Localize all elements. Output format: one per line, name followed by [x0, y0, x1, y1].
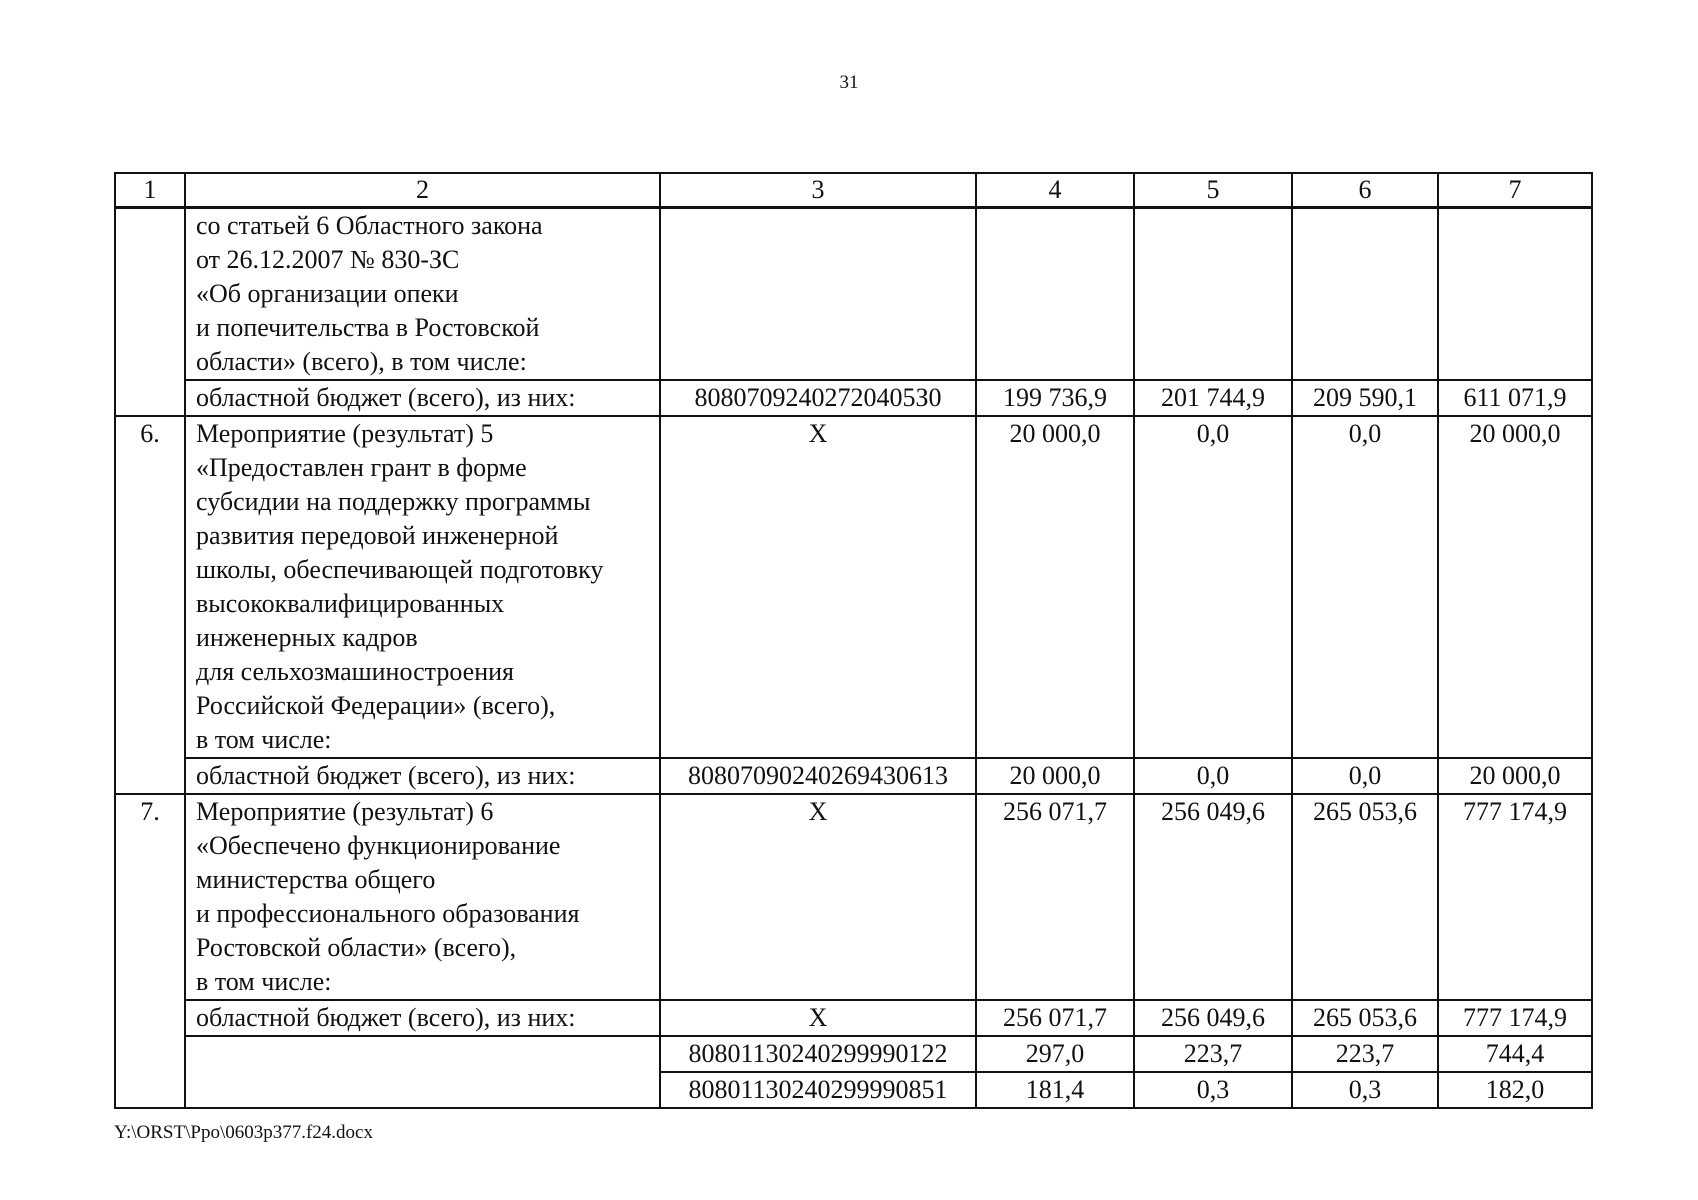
table-row [115, 1000, 1592, 1036]
value-cell: 777 174,9 [1438, 1000, 1592, 1036]
column-header: 4 [976, 173, 1134, 208]
value-cell: 0,0 [1134, 416, 1292, 758]
value-cell: 256 049,6 [1134, 1000, 1292, 1036]
column-header: 1 [115, 173, 185, 208]
row-number-cell: 6. [115, 416, 185, 758]
row-number-cell [115, 758, 185, 794]
value-cell [1134, 208, 1292, 381]
row-number-cell [115, 208, 185, 381]
row-number-cell [115, 380, 185, 416]
table-row [115, 380, 1592, 416]
document-file-path: Y:\ORST\Ppo\0603p377.f24.docx [114, 1122, 373, 1143]
value-cell [1438, 208, 1592, 381]
column-header: 7 [1438, 173, 1592, 208]
value-cell: 20 000,0 [1438, 758, 1592, 794]
table-row [115, 208, 1592, 381]
code-cell [660, 208, 976, 381]
value-cell: 256 071,7 [976, 1000, 1134, 1036]
value-cell: 201 744,9 [1134, 380, 1292, 416]
value-cell: 182,0 [1438, 1072, 1592, 1108]
code-cell: X [660, 416, 976, 758]
row-number-cell [115, 1000, 185, 1036]
code-cell: X [660, 1000, 976, 1036]
value-cell: 0,0 [1292, 416, 1438, 758]
table-row [115, 416, 1592, 758]
table-row [115, 1036, 1592, 1072]
value-cell: 256 071,7 [976, 794, 1134, 1000]
value-cell: 744,4 [1438, 1036, 1592, 1072]
description-cell: Мероприятие (результат) 6 «Обеспечено функционирование министерства общего и профессионального образования Ростовской области» (всего), в том числе: [185, 794, 660, 1000]
code-cell: 80807090240269430613 [660, 758, 976, 794]
column-header: 2 [185, 173, 660, 208]
value-cell: 0,3 [1134, 1072, 1292, 1108]
row-number-cell: 7. [115, 794, 185, 1000]
description-cell: Мероприятие (результат) 5 «Предоставлен грант в форме субсидии на поддержку программы развития передовой инженерной школы, обеспечивающей подготовку высококвалифицированных инженерных кадров для сельхозмашиностроения Российской Федерации» (всего), в том числе: [185, 416, 660, 758]
code-cell: 80807092402720405З0 [660, 380, 976, 416]
table-row [115, 1072, 1592, 1108]
row-number-cell [115, 1036, 185, 1072]
value-cell: 265 053,6 [1292, 794, 1438, 1000]
code-cell: 80801130240299990122 [660, 1036, 976, 1072]
table-row [115, 758, 1592, 794]
value-cell: 20 000,0 [976, 758, 1134, 794]
code-cell: X [660, 794, 976, 1000]
value-cell: 256 049,6 [1134, 794, 1292, 1000]
description-cell [185, 1036, 660, 1072]
value-cell: 181,4 [976, 1072, 1134, 1108]
value-cell: 199 736,9 [976, 380, 1134, 416]
value-cell: 0,0 [1292, 758, 1438, 794]
value-cell: 20 000,0 [976, 416, 1134, 758]
page-number: 31 [839, 72, 859, 93]
value-cell: 0,3 [1292, 1072, 1438, 1108]
value-cell: 777 174,9 [1438, 794, 1592, 1000]
description-cell [185, 1072, 660, 1108]
value-cell: 20 000,0 [1438, 416, 1592, 758]
value-cell: 223,7 [1134, 1036, 1292, 1072]
description-cell: областной бюджет (всего), из них: [185, 758, 660, 794]
budget-table [114, 172, 1593, 1109]
value-cell: 223,7 [1292, 1036, 1438, 1072]
column-header: 3 [660, 173, 976, 208]
table-header-row [115, 173, 1592, 208]
code-cell: 80801130240299990851 [660, 1072, 976, 1108]
table-row [115, 794, 1592, 1000]
value-cell: 297,0 [976, 1036, 1134, 1072]
row-number-cell [115, 1072, 185, 1108]
description-cell: областной бюджет (всего), из них: [185, 1000, 660, 1036]
column-header: 6 [1292, 173, 1438, 208]
value-cell: 209 590,1 [1292, 380, 1438, 416]
value-cell [1292, 208, 1438, 381]
description-cell: со статьей 6 Областного закона от 26.12.2007 № 830-ЗС «Об организации опеки и попечительства в Ростовской области» (всего), в том числе: [185, 208, 660, 381]
value-cell [976, 208, 1134, 381]
value-cell: 611 071,9 [1438, 380, 1592, 416]
value-cell: 265 053,6 [1292, 1000, 1438, 1036]
description-cell: областной бюджет (всего), из них: [185, 380, 660, 416]
column-header: 5 [1134, 173, 1292, 208]
value-cell: 0,0 [1134, 758, 1292, 794]
